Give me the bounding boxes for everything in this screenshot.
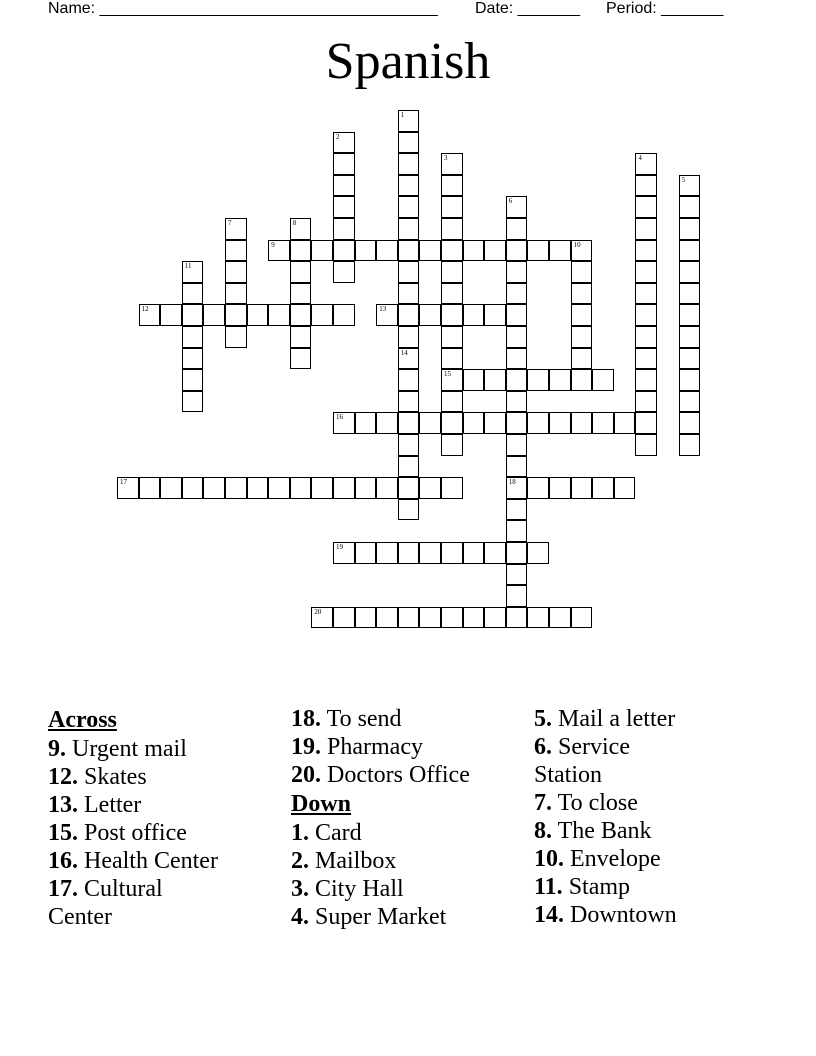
clue-across-18: 18. To send [291,706,402,732]
clue-number: 16 [336,413,343,422]
grid-cell[interactable] [398,434,420,456]
grid-cell[interactable] [527,412,549,434]
grid-cell[interactable] [635,175,657,197]
grid-cell[interactable] [571,412,593,434]
grid-cell[interactable] [441,369,463,391]
grid-cell[interactable] [398,456,420,478]
grid-cell[interactable] [506,412,528,434]
clue-across-20: 20. Doctors Office [291,762,470,788]
grid-cell[interactable] [614,477,636,499]
grid-cell[interactable] [441,391,463,413]
grid-cell[interactable] [506,261,528,283]
grid-cell[interactable] [182,261,204,283]
grid-cell[interactable] [182,304,204,326]
grid-cell[interactable] [182,326,204,348]
grid-cell[interactable] [679,175,701,197]
clue-number: 9 [271,240,275,249]
grid-cell[interactable] [398,326,420,348]
grid-cell[interactable] [679,434,701,456]
grid-cell[interactable] [398,132,420,154]
grid-cell[interactable] [635,434,657,456]
grid-cell[interactable] [441,348,463,370]
grid-cell[interactable] [441,218,463,240]
clue-number: 15 [444,370,451,379]
grid-cell[interactable] [182,477,204,499]
clue-down-4: 4. Super Market [291,904,447,930]
clue-down-5: 5. Mail a letter [534,706,676,732]
grid-cell[interactable] [355,607,377,629]
grid-cell[interactable] [290,326,312,348]
grid-cell[interactable] [333,218,355,240]
grid-cell[interactable] [398,153,420,175]
grid-cell[interactable] [571,261,593,283]
grid-cell[interactable] [441,261,463,283]
grid-cell[interactable] [441,434,463,456]
clue-down-3: 3. City Hall [291,876,404,902]
grid-cell[interactable] [571,283,593,305]
grid-cell[interactable] [333,412,355,434]
grid-cell[interactable] [441,304,463,326]
grid-cell[interactable] [419,412,441,434]
grid-cell[interactable] [635,261,657,283]
grid-cell[interactable] [268,477,290,499]
grid-cell[interactable] [225,218,247,240]
grid-cell[interactable] [484,304,506,326]
clue-across-19: 19. Pharmacy [291,734,423,760]
clue-number: 11 [184,262,192,271]
grid-cell[interactable] [506,369,528,391]
clue-down-10: 10. Envelope [534,846,661,872]
grid-cell[interactable] [506,564,528,586]
grid-cell[interactable] [506,607,528,629]
grid-cell[interactable] [571,477,593,499]
grid-cell[interactable] [549,240,571,262]
clue-number: 3 [444,154,448,163]
clue-number: 7 [228,219,232,227]
grid-cell[interactable] [182,348,204,370]
grid-cell[interactable] [484,369,506,391]
grid-cell[interactable] [419,477,441,499]
name-field: Name: ______________________________________ [48,0,438,17]
grid-cell[interactable] [311,240,333,262]
clue-across-16: 16. Health Center [48,848,218,874]
grid-cell[interactable] [398,175,420,197]
clue-across-13: 13. Letter [48,792,142,818]
grid-cell[interactable] [506,391,528,413]
clue-column-3 [534,705,764,929]
grid-cell[interactable] [139,304,161,326]
clue-down-11: 11. Stamp [534,874,631,900]
clue-across-12: 12. Skates [48,764,147,790]
grid-cell[interactable] [333,304,355,326]
grid-cell[interactable] [506,218,528,240]
grid-cell[interactable] [376,542,398,564]
grid-cell[interactable] [635,348,657,370]
clue-number: 13 [379,305,387,314]
grid-cell[interactable] [635,283,657,305]
grid-cell[interactable] [225,304,247,326]
grid-cell[interactable] [376,240,398,262]
grid-cell[interactable] [614,412,636,434]
grid-cell[interactable] [441,412,463,434]
clue-number: 10 [573,240,581,249]
grid-cell[interactable] [635,240,657,262]
grid-cell[interactable] [290,261,312,283]
grid-cell[interactable] [333,132,355,154]
grid-cell[interactable] [549,369,571,391]
grid-cell[interactable] [463,542,485,564]
clue-number: 20 [314,607,322,616]
grid-cell[interactable] [419,542,441,564]
period-field: Period: _______ [606,0,724,17]
grid-cell[interactable] [679,261,701,283]
grid-cell[interactable] [290,240,312,262]
grid-cell[interactable] [571,369,593,391]
grid-cell[interactable] [333,607,355,629]
grid-cell[interactable] [679,218,701,240]
grid-cell[interactable] [290,304,312,326]
grid-cell[interactable] [182,283,204,305]
grid-cell[interactable] [635,153,657,175]
clue-number: 14 [400,348,408,357]
grid-cell[interactable] [355,542,377,564]
grid-cell[interactable] [225,283,247,305]
grid-cell[interactable] [398,218,420,240]
grid-cell[interactable] [333,240,355,262]
grid-cell[interactable] [225,240,247,262]
grid-cell[interactable] [506,326,528,348]
grid-cell[interactable] [635,218,657,240]
grid-cell[interactable] [679,304,701,326]
grid-cell[interactable] [527,369,549,391]
across-heading: Across [48,707,117,733]
grid-cell[interactable] [419,304,441,326]
grid-cell[interactable] [527,607,549,629]
grid-cell[interactable] [484,607,506,629]
grid-cell[interactable] [441,477,463,499]
clue-down-7: 7. To close [534,790,638,816]
grid-cell[interactable] [463,412,485,434]
clue-column-2 [291,705,521,931]
grid-cell[interactable] [549,607,571,629]
clue-across-9: 9. Urgent mail [48,736,187,762]
grid-cell[interactable] [160,304,182,326]
grid-cell[interactable] [419,607,441,629]
clue-number: 6 [508,197,513,206]
grid-cell[interactable] [635,196,657,218]
grid-cell[interactable] [333,175,355,197]
grid-cell[interactable] [376,304,398,326]
grid-cell[interactable] [398,196,420,218]
clue-down-14: 14. Downtown [534,902,677,928]
grid-cell[interactable] [441,153,463,175]
clue-number: 19 [336,543,343,551]
grid-cell[interactable] [506,542,528,564]
grid-cell[interactable] [398,477,420,499]
grid-cell[interactable] [268,240,290,262]
grid-cell[interactable] [635,326,657,348]
grid-cell[interactable] [506,456,528,478]
grid-cell[interactable] [506,520,528,542]
grid-cell[interactable] [376,477,398,499]
grid-cell[interactable] [463,607,485,629]
grid-cell[interactable] [247,477,269,499]
clue-column-1 [48,705,278,931]
clue-down-8: 8. The Bank [534,818,652,844]
grid-cell[interactable] [679,412,701,434]
grid-cell[interactable] [355,412,377,434]
grid-cell[interactable] [290,283,312,305]
grid-cell[interactable] [203,477,225,499]
grid-cell[interactable] [679,326,701,348]
grid-cell[interactable] [311,477,333,499]
grid-cell[interactable] [398,240,420,262]
grid-cell[interactable] [398,391,420,413]
grid-cell[interactable] [398,304,420,326]
grid-cell[interactable] [247,304,269,326]
grid-cell[interactable] [355,477,377,499]
down-heading: Down [291,791,352,817]
grid-cell[interactable] [398,348,420,370]
clue-across-17: 17. Cultural Center [48,876,163,930]
grid-cell[interactable] [441,326,463,348]
grid-cell[interactable] [333,153,355,175]
grid-cell[interactable] [527,477,549,499]
grid-cell[interactable] [117,477,139,499]
clue-down-2: 2. Mailbox [291,848,397,874]
date-field: Date: _______ [475,0,580,17]
grid-cell[interactable] [441,542,463,564]
grid-cell[interactable] [571,304,593,326]
grid-cell[interactable] [182,369,204,391]
puzzle-title: Spanish [325,33,491,90]
clue-number: 18 [508,478,516,487]
grid-cell[interactable] [679,348,701,370]
grid-cell[interactable] [635,412,657,434]
grid-cell[interactable] [441,175,463,197]
grid-cell[interactable] [506,304,528,326]
grid-cell[interactable] [398,261,420,283]
clue-down-1: 1. Card [291,820,362,846]
grid-cell[interactable] [506,499,528,521]
grid-cell[interactable] [311,607,333,629]
grid-cell[interactable] [441,196,463,218]
grid-cell[interactable] [268,304,290,326]
grid-cell[interactable] [592,369,614,391]
grid-cell[interactable] [635,304,657,326]
grid-cell[interactable] [311,304,333,326]
grid-cell[interactable] [679,391,701,413]
grid-cell[interactable] [355,240,377,262]
grid-cell[interactable] [679,240,701,262]
grid-cell[interactable] [463,304,485,326]
grid-cell[interactable] [333,542,355,564]
clue-number: 1 [400,111,405,119]
grid-cell[interactable] [398,542,420,564]
grid-cell[interactable] [527,542,549,564]
grid-cell[interactable] [441,607,463,629]
grid-cell[interactable] [290,477,312,499]
grid-cell[interactable] [571,240,593,262]
grid-cell[interactable] [549,412,571,434]
clue-number: 12 [141,305,149,314]
grid-cell[interactable] [441,240,463,262]
grid-cell[interactable] [506,196,528,218]
grid-cell[interactable] [182,391,204,413]
grid-cell[interactable] [635,391,657,413]
grid-cell[interactable] [398,607,420,629]
grid-cell[interactable] [398,283,420,305]
grid-cell[interactable] [484,542,506,564]
grid-cell[interactable] [290,348,312,370]
grid-cell[interactable] [398,110,420,132]
grid-cell[interactable] [679,196,701,218]
grid-cell[interactable] [441,283,463,305]
grid-cell[interactable] [290,218,312,240]
grid-cell[interactable] [506,477,528,499]
grid-cell[interactable] [527,240,549,262]
grid-cell[interactable] [506,283,528,305]
grid-cell[interactable] [398,499,420,521]
grid-cell[interactable] [592,477,614,499]
grid-cell[interactable] [571,326,593,348]
clue-down-6: 6. Service Station [534,734,630,788]
grid-cell[interactable] [160,477,182,499]
grid-cell[interactable] [679,283,701,305]
grid-cell[interactable] [225,477,247,499]
grid-cell[interactable] [679,369,701,391]
grid-cell[interactable] [333,196,355,218]
grid-cell[interactable] [225,326,247,348]
grid-cell[interactable] [139,477,161,499]
grid-cell[interactable] [376,412,398,434]
grid-cell[interactable] [398,369,420,391]
clue-number: 17 [120,478,127,487]
grid-cell[interactable] [333,261,355,283]
grid-cell[interactable] [571,607,593,629]
grid-cell[interactable] [506,585,528,607]
grid-cell[interactable] [571,348,593,370]
grid-cell[interactable] [549,477,571,499]
clue-number: 8 [292,219,297,227]
grid-cell[interactable] [506,434,528,456]
grid-cell[interactable] [398,412,420,434]
grid-cell[interactable] [225,261,247,283]
grid-cell[interactable] [203,304,225,326]
grid-cell[interactable] [592,412,614,434]
grid-cell[interactable] [635,369,657,391]
clue-number: 2 [336,132,340,141]
grid-cell[interactable] [484,412,506,434]
grid-cell[interactable] [463,240,485,262]
grid-cell[interactable] [463,369,485,391]
clue-across-15: 15. Post office [48,820,187,846]
clue-number: 5 [681,175,686,184]
grid-cell[interactable] [506,348,528,370]
grid-cell[interactable] [376,607,398,629]
clue-number: 4 [638,154,642,163]
grid-cell[interactable] [419,240,441,262]
grid-cell[interactable] [506,240,528,262]
grid-cell[interactable] [333,477,355,499]
grid-cell[interactable] [484,240,506,262]
